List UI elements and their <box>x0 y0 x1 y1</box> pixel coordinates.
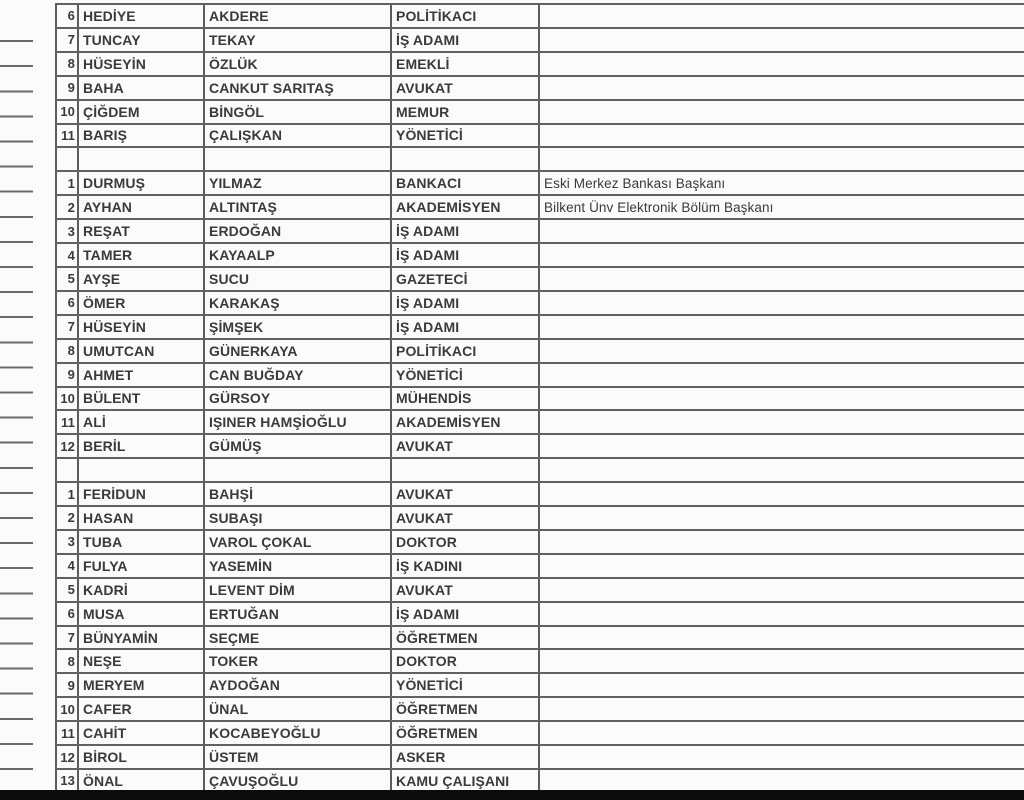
cell-note[interactable] <box>538 53 1024 75</box>
cell-last-name[interactable]: TEKAY <box>203 29 390 51</box>
cell-last-name[interactable]: KARAKAŞ <box>203 292 390 314</box>
table-row <box>55 220 1024 244</box>
table-row <box>55 483 1024 507</box>
cell-note[interactable] <box>538 579 1024 601</box>
cell-first-name[interactable]: BARIŞ <box>77 125 203 147</box>
cell-note[interactable] <box>538 746 1024 768</box>
cell-row-number[interactable]: 11 <box>55 722 77 744</box>
cell-row-number[interactable]: 9 <box>55 674 77 696</box>
cell-last-name[interactable]: KOCABEYOĞLU <box>203 722 390 744</box>
cell-first-name[interactable]: KADRİ <box>77 579 203 601</box>
cell-last-name[interactable]: CAN BUĞDAY <box>203 364 390 386</box>
empty-cell[interactable] <box>77 459 203 481</box>
table-row <box>55 244 1024 268</box>
table-row <box>55 29 1024 53</box>
cell-last-name[interactable]: GÜNERKAYA <box>203 340 390 362</box>
cell-first-name[interactable]: MERYEM <box>77 674 203 696</box>
cell-row-number[interactable]: 8 <box>55 650 77 672</box>
cell-row-number[interactable]: 3 <box>55 531 77 553</box>
cell-occupation[interactable]: EMEKLİ <box>390 53 538 75</box>
cell-row-number[interactable]: 4 <box>55 244 77 266</box>
cell-occupation[interactable]: YÖNETİCİ <box>390 125 538 147</box>
table-row <box>55 698 1024 722</box>
cell-occupation[interactable]: ÖĞRETMEN <box>390 698 538 720</box>
cell-last-name[interactable]: GÜMÜŞ <box>203 435 390 457</box>
table-row <box>55 579 1024 603</box>
empty-cell[interactable] <box>203 148 390 170</box>
cell-occupation[interactable]: POLİTİKACI <box>390 5 538 27</box>
cell-occupation[interactable]: DOKTOR <box>390 531 538 553</box>
cell-occupation[interactable]: BANKACI <box>390 172 538 194</box>
cell-first-name[interactable]: CAHİT <box>77 722 203 744</box>
cell-note[interactable] <box>538 555 1024 577</box>
cell-row-number[interactable]: 7 <box>55 29 77 51</box>
cell-last-name[interactable]: ÜSTEM <box>203 746 390 768</box>
cell-row-number[interactable]: 1 <box>55 483 77 505</box>
cell-last-name[interactable]: ÇALIŞKAN <box>203 125 390 147</box>
cell-note[interactable] <box>538 483 1024 505</box>
cell-last-name[interactable]: YASEMİN <box>203 555 390 577</box>
cell-occupation[interactable]: AKADEMİSYEN <box>390 196 538 218</box>
cell-note[interactable] <box>538 268 1024 290</box>
cell-row-number[interactable]: 13 <box>55 770 77 792</box>
cell-first-name[interactable]: AYHAN <box>77 196 203 218</box>
cell-note[interactable] <box>538 722 1024 744</box>
table-row <box>55 555 1024 579</box>
cell-first-name[interactable]: BÜLENT <box>77 388 203 410</box>
cell-last-name[interactable]: GÜRSOY <box>203 388 390 410</box>
cell-last-name[interactable]: AYDOĞAN <box>203 674 390 696</box>
cell-last-name[interactable]: SUBAŞI <box>203 507 390 529</box>
cell-occupation[interactable]: KAMU ÇALIŞANI <box>390 770 538 792</box>
cell-first-name[interactable]: AHMET <box>77 364 203 386</box>
table-row <box>55 435 1024 459</box>
cell-note[interactable] <box>538 388 1024 410</box>
cell-occupation[interactable]: GAZETECİ <box>390 268 538 290</box>
cell-occupation[interactable]: İŞ ADAMI <box>390 292 538 314</box>
cell-occupation[interactable]: AVUKAT <box>390 77 538 99</box>
cell-occupation[interactable]: İŞ ADAMI <box>390 603 538 625</box>
empty-cell[interactable] <box>390 148 538 170</box>
cell-last-name[interactable]: BAHŞİ <box>203 483 390 505</box>
table-row <box>55 53 1024 77</box>
cell-row-number[interactable]: 8 <box>55 340 77 362</box>
cell-last-name[interactable]: ERDOĞAN <box>203 220 390 242</box>
cell-note[interactable] <box>538 292 1024 314</box>
cell-row-number[interactable]: 2 <box>55 507 77 529</box>
cell-last-name[interactable]: BİNGÖL <box>203 101 390 123</box>
empty-cell[interactable] <box>55 148 77 170</box>
cell-note[interactable] <box>538 507 1024 529</box>
cell-note[interactable] <box>538 698 1024 720</box>
cell-note[interactable]: Bilkent Ünv Elektronik Bölüm Başkanı <box>538 196 1024 218</box>
cell-last-name[interactable]: AKDERE <box>203 5 390 27</box>
table-row <box>55 411 1024 435</box>
cell-last-name[interactable]: SUCU <box>203 268 390 290</box>
cell-occupation[interactable]: ÖĞRETMEN <box>390 627 538 649</box>
cell-occupation[interactable]: İŞ KADINI <box>390 555 538 577</box>
cell-last-name[interactable]: ÇAVUŞOĞLU <box>203 770 390 792</box>
cell-last-name[interactable]: ERTUĞAN <box>203 603 390 625</box>
cell-last-name[interactable]: ÖZLÜK <box>203 53 390 75</box>
cell-first-name[interactable]: BAHA <box>77 77 203 99</box>
cell-last-name[interactable]: YILMAZ <box>203 172 390 194</box>
cell-occupation[interactable]: İŞ ADAMI <box>390 244 538 266</box>
cell-note[interactable] <box>538 220 1024 242</box>
cell-first-name[interactable]: TUBA <box>77 531 203 553</box>
cell-occupation[interactable]: POLİTİKACI <box>390 340 538 362</box>
cell-note[interactable] <box>538 244 1024 266</box>
cell-note[interactable] <box>538 650 1024 672</box>
empty-cell[interactable] <box>55 459 77 481</box>
table-row <box>55 507 1024 531</box>
cell-note[interactable] <box>538 674 1024 696</box>
cell-last-name[interactable]: SEÇME <box>203 627 390 649</box>
cell-last-name[interactable]: TOKER <box>203 650 390 672</box>
cell-row-number[interactable]: 4 <box>55 555 77 577</box>
cell-note[interactable] <box>538 316 1024 338</box>
cell-first-name[interactable]: MUSA <box>77 603 203 625</box>
cell-note[interactable] <box>538 5 1024 27</box>
cell-occupation[interactable]: AVUKAT <box>390 483 538 505</box>
cell-note[interactable] <box>538 411 1024 433</box>
cell-row-number[interactable]: 3 <box>55 220 77 242</box>
table-row <box>55 627 1024 651</box>
table-row <box>55 101 1024 125</box>
cell-row-number[interactable]: 2 <box>55 196 77 218</box>
table-row <box>55 340 1024 364</box>
cell-first-name[interactable]: FERİDUN <box>77 483 203 505</box>
cell-occupation[interactable]: AKADEMİSYEN <box>390 411 538 433</box>
cell-occupation[interactable]: YÖNETİCİ <box>390 674 538 696</box>
cell-row-number[interactable]: 5 <box>55 579 77 601</box>
cell-occupation[interactable]: İŞ ADAMI <box>390 29 538 51</box>
cell-first-name[interactable]: HÜSEYİN <box>77 316 203 338</box>
empty-cell[interactable] <box>390 459 538 481</box>
cell-occupation[interactable]: YÖNETİCİ <box>390 364 538 386</box>
cell-row-number[interactable]: 7 <box>55 316 77 338</box>
cell-row-number[interactable]: 6 <box>55 603 77 625</box>
cell-note[interactable]: Eski Merkez Bankası Başkanı <box>538 172 1024 194</box>
people-table <box>55 3 1024 794</box>
table-row <box>55 722 1024 746</box>
cell-last-name[interactable]: ŞİMŞEK <box>203 316 390 338</box>
cell-note[interactable] <box>538 125 1024 147</box>
cell-note[interactable] <box>538 627 1024 649</box>
table-row <box>55 388 1024 412</box>
cell-note[interactable] <box>538 435 1024 457</box>
cell-row-number[interactable]: 12 <box>55 746 77 768</box>
cell-first-name[interactable]: NEŞE <box>77 650 203 672</box>
table-row <box>55 674 1024 698</box>
table-row <box>55 316 1024 340</box>
separator-row <box>55 459 1024 483</box>
cell-occupation[interactable]: ASKER <box>390 746 538 768</box>
cell-first-name[interactable]: REŞAT <box>77 220 203 242</box>
table-row <box>55 172 1024 196</box>
cell-last-name[interactable]: IŞINER HAMŞİOĞLU <box>203 411 390 433</box>
cell-occupation[interactable]: İŞ ADAMI <box>390 316 538 338</box>
cell-note[interactable] <box>538 770 1024 792</box>
table-row <box>55 364 1024 388</box>
cell-row-number[interactable]: 11 <box>55 125 77 147</box>
empty-cell[interactable] <box>77 148 203 170</box>
cell-row-number[interactable]: 10 <box>55 101 77 123</box>
cell-last-name[interactable]: CANKUT SARITAŞ <box>203 77 390 99</box>
table-row <box>55 531 1024 555</box>
cell-first-name[interactable]: AYŞE <box>77 268 203 290</box>
cell-occupation[interactable]: AVUKAT <box>390 507 538 529</box>
table-row <box>55 603 1024 627</box>
cell-occupation[interactable]: ÖĞRETMEN <box>390 722 538 744</box>
cell-row-number[interactable]: 6 <box>55 5 77 27</box>
cell-first-name[interactable]: ÖNAL <box>77 770 203 792</box>
cell-occupation[interactable]: AVUKAT <box>390 435 538 457</box>
cell-occupation[interactable]: MÜHENDİS <box>390 388 538 410</box>
cell-row-number[interactable]: 9 <box>55 77 77 99</box>
cell-occupation[interactable]: İŞ ADAMI <box>390 220 538 242</box>
cell-note[interactable] <box>538 29 1024 51</box>
empty-cell[interactable] <box>538 459 1024 481</box>
cell-row-number[interactable]: 10 <box>55 698 77 720</box>
cell-row-number[interactable]: 9 <box>55 364 77 386</box>
table-row <box>55 746 1024 770</box>
cell-first-name[interactable]: HÜSEYİN <box>77 53 203 75</box>
cell-note[interactable] <box>538 603 1024 625</box>
cell-occupation[interactable]: MEMUR <box>390 101 538 123</box>
cell-first-name[interactable]: BİROL <box>77 746 203 768</box>
cell-row-number[interactable]: 1 <box>55 172 77 194</box>
table-row <box>55 77 1024 101</box>
cell-note[interactable] <box>538 77 1024 99</box>
table-row <box>55 5 1024 29</box>
cell-last-name[interactable]: LEVENT DİM <box>203 579 390 601</box>
cell-row-number[interactable]: 10 <box>55 388 77 410</box>
cell-first-name[interactable]: CAFER <box>77 698 203 720</box>
cell-first-name[interactable]: TAMER <box>77 244 203 266</box>
separator-row <box>55 148 1024 172</box>
cell-first-name[interactable]: ÇİĞDEM <box>77 101 203 123</box>
cell-row-number[interactable]: 7 <box>55 627 77 649</box>
cell-last-name[interactable]: VAROL ÇOKAL <box>203 531 390 553</box>
cell-last-name[interactable]: KAYAALP <box>203 244 390 266</box>
bottom-black-bar <box>0 790 1024 800</box>
table-row <box>55 125 1024 149</box>
cell-last-name[interactable]: ÜNAL <box>203 698 390 720</box>
table-row <box>55 650 1024 674</box>
cell-first-name[interactable]: UMUTCAN <box>77 340 203 362</box>
cell-row-number[interactable]: 11 <box>55 411 77 433</box>
cell-note[interactable] <box>538 101 1024 123</box>
cell-first-name[interactable]: ALİ <box>77 411 203 433</box>
cell-occupation[interactable]: DOKTOR <box>390 650 538 672</box>
table-row <box>55 268 1024 292</box>
cell-note[interactable] <box>538 340 1024 362</box>
cell-first-name[interactable]: DURMUŞ <box>77 172 203 194</box>
empty-cell[interactable] <box>203 459 390 481</box>
cell-occupation[interactable]: AVUKAT <box>390 579 538 601</box>
table-row <box>55 196 1024 220</box>
cell-first-name[interactable]: FULYA <box>77 555 203 577</box>
cell-first-name[interactable]: TUNCAY <box>77 29 203 51</box>
cell-row-number[interactable]: 5 <box>55 268 77 290</box>
table-row <box>55 292 1024 316</box>
cell-first-name[interactable]: HASAN <box>77 507 203 529</box>
cell-first-name[interactable]: HEDİYE <box>77 5 203 27</box>
left-partial-column <box>0 17 33 789</box>
cell-first-name[interactable]: BERİL <box>77 435 203 457</box>
cell-note[interactable] <box>538 531 1024 553</box>
cell-first-name[interactable]: ÖMER <box>77 292 203 314</box>
cell-first-name[interactable]: BÜNYAMİN <box>77 627 203 649</box>
cell-row-number[interactable]: 12 <box>55 435 77 457</box>
cell-last-name[interactable]: ALTINTAŞ <box>203 196 390 218</box>
empty-cell[interactable] <box>538 148 1024 170</box>
cell-row-number[interactable]: 6 <box>55 292 77 314</box>
cell-row-number[interactable]: 8 <box>55 53 77 75</box>
cell-note[interactable] <box>538 364 1024 386</box>
